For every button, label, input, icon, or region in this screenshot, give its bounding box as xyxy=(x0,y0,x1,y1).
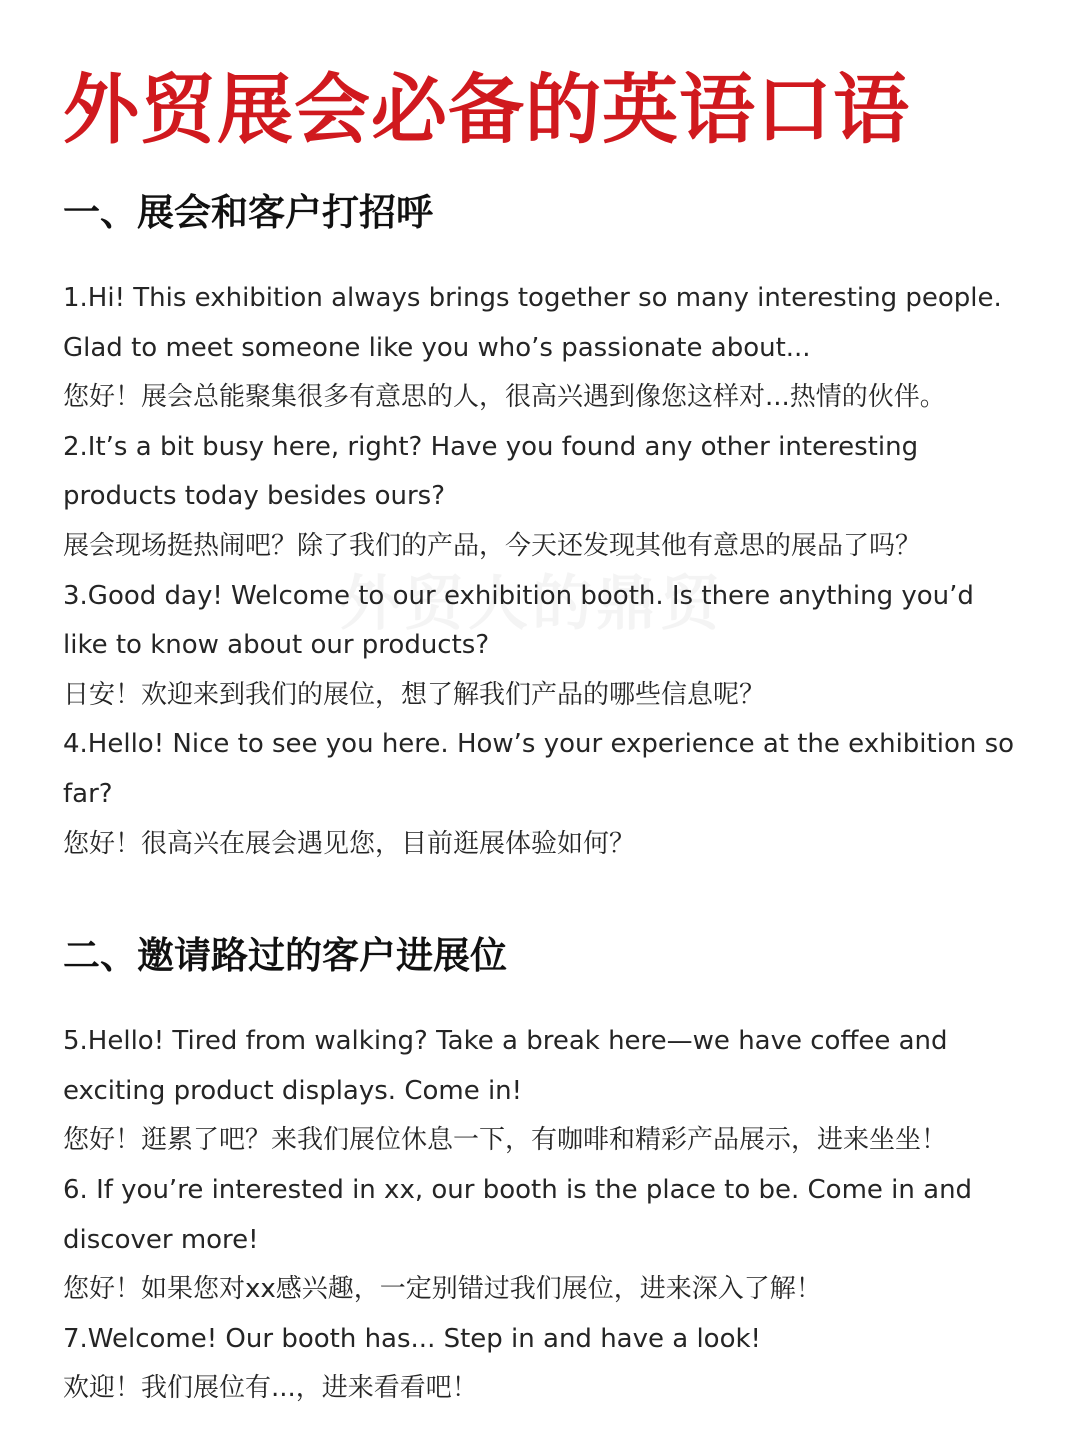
phrase-item xyxy=(63,423,1020,572)
phrase-english: 1.Hi! This exhibition always brings together so many interesting people. Glad to meet someone like you who’s passionate about... xyxy=(63,283,1002,363)
phrase-list-greeting xyxy=(63,274,1020,869)
section-heading-invite: 二、邀请路过的客户进展位 xyxy=(63,934,507,978)
phrase-list-invite xyxy=(63,1017,1020,1414)
phrase-chinese: 您好！逛累了吧？来我们展位休息一下，有咖啡和精彩产品展示，进来坐坐！ xyxy=(63,1125,948,1156)
phrase-english: 6. If you’re interested in xx, our booth is the place to be. Come in and discover more! xyxy=(63,1174,973,1255)
phrase-chinese: 日安！欢迎来到我们的展位，想了解我们产品的哪些信息呢？ xyxy=(63,679,766,710)
phrase-item xyxy=(63,572,1020,721)
phrase-chinese: 您好！展会总能聚集很多有意思的人，很高兴遇到像您这样对...热情的伙伴。 xyxy=(63,382,946,413)
phrase-english: 5.Hello! Tired from walking? Take a break here—we have coffee and exciting product displays. Come in! xyxy=(63,1026,948,1106)
phrase-item xyxy=(63,1315,1020,1414)
phrase-item xyxy=(63,1017,1020,1166)
phrase-chinese: 欢迎！我们展位有...，进来看看吧！ xyxy=(63,1373,478,1404)
phrase-item xyxy=(63,1166,1020,1315)
phrase-english: 7.Welcome! Our booth has... Step in and have a look! xyxy=(63,1323,761,1354)
phrase-item xyxy=(63,274,1020,423)
phrase-english: 3.Good day! Welcome to our exhibition booth. Is there anything you’d like to know about our products? xyxy=(63,580,974,661)
page-title: 外贸展会必备的英语口语 xyxy=(63,65,910,154)
phrase-chinese: 您好！如果您对xx感兴趣，一定别错过我们展位，进来深入了解！ xyxy=(63,1274,822,1305)
phrase-item xyxy=(63,720,1020,869)
phrase-english: 4.Hello! Nice to see you here. How’s your experience at the exhibition so far? xyxy=(63,729,1015,809)
section-heading-greeting: 一、展会和客户打招呼 xyxy=(63,191,433,234)
phrase-chinese: 您好！很高兴在展会遇见您，目前逛展体验如何？ xyxy=(63,828,636,859)
phrase-english: 2.It’s a bit busy here, right? Have you found any other interesting products today besides ours? xyxy=(63,431,919,512)
phrase-chinese: 展会现场挺热闹吧？除了我们的产品，今天还发现其他有意思的展品了吗？ xyxy=(63,530,922,561)
